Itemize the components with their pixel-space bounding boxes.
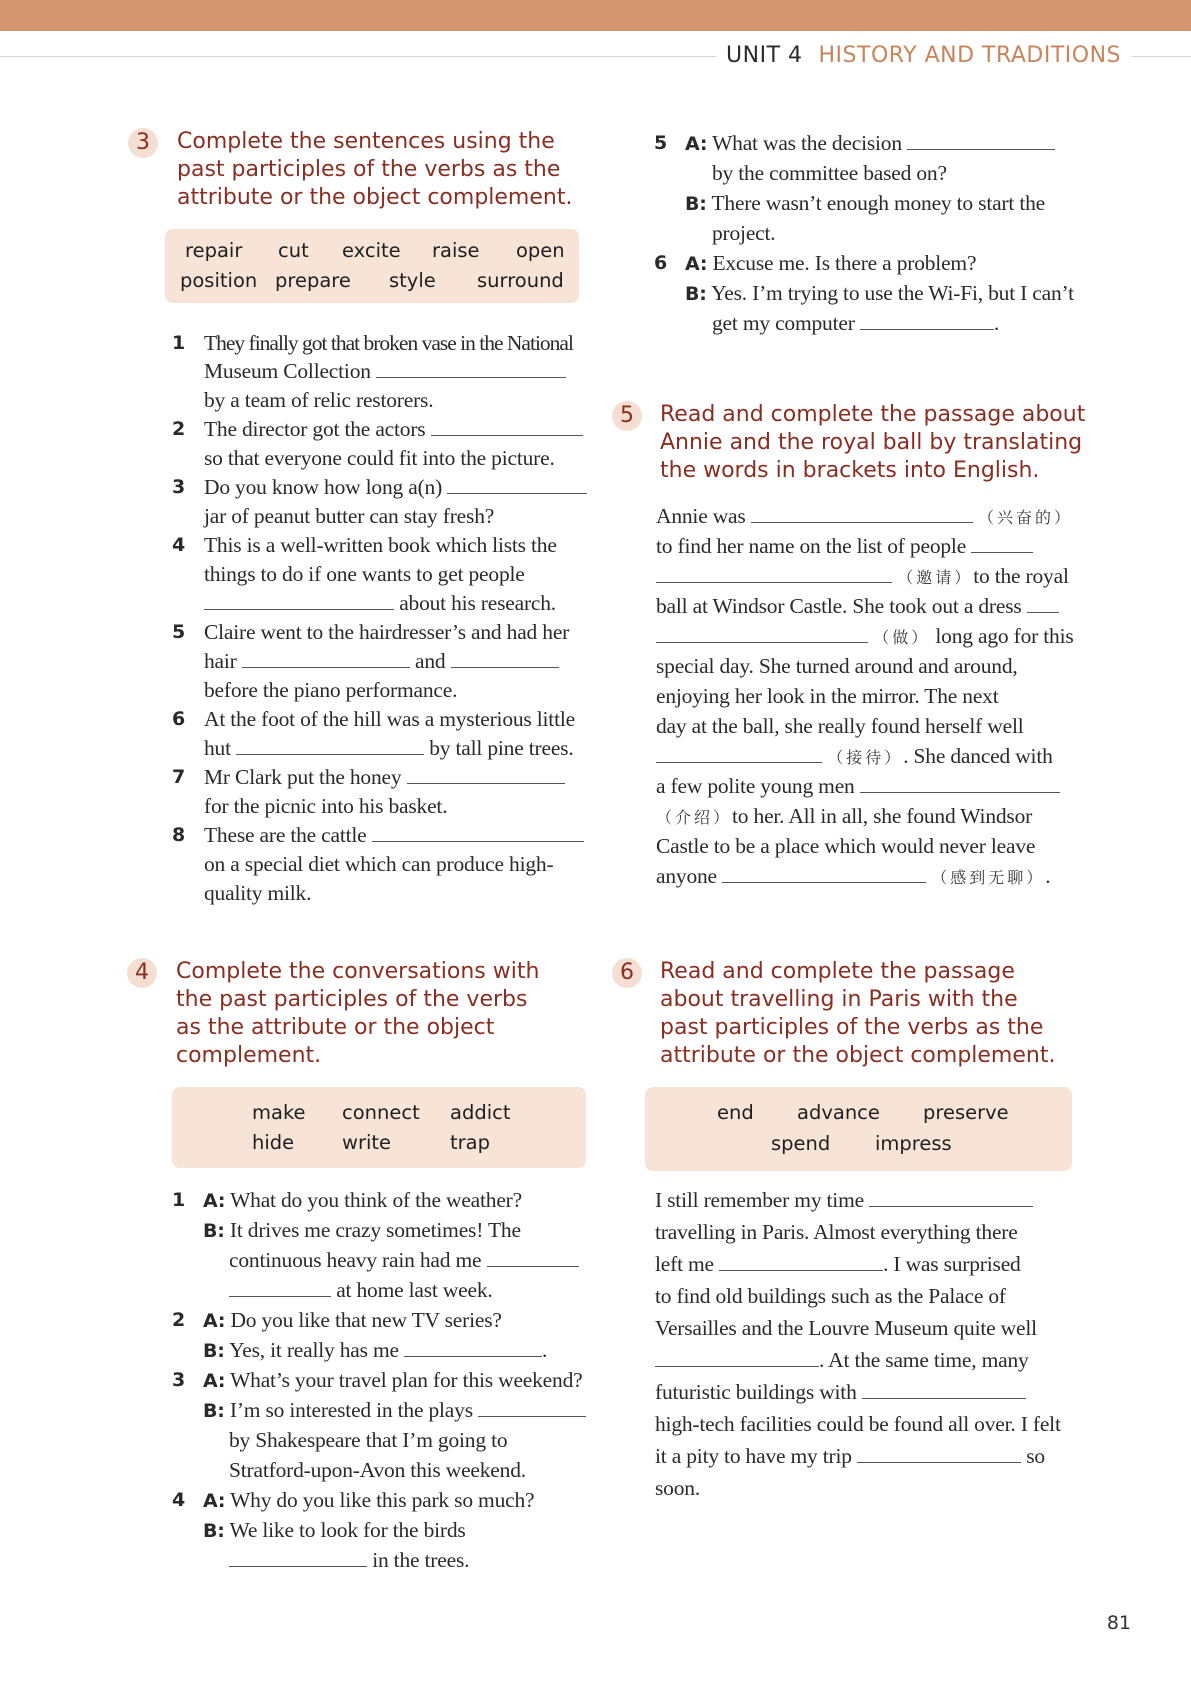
unit-header [716, 43, 1131, 71]
answer-blank[interactable] [229, 1277, 331, 1297]
passage-line [656, 862, 1050, 892]
passage-text: anyone [656, 864, 717, 888]
section-4-number: 4 [127, 958, 157, 988]
word-item: raise [432, 239, 480, 262]
answer-blank[interactable] [487, 1247, 579, 1267]
item-number: 6 [654, 252, 668, 274]
speaker-line [685, 249, 976, 278]
passage-text: ball at Windsor Castle. She took out a dress [656, 594, 1022, 618]
answer-blank[interactable] [478, 1397, 586, 1417]
answer-blank[interactable] [242, 648, 410, 668]
section-3-title [177, 128, 572, 212]
passage-line [656, 502, 1073, 532]
passage-text: to find her name on the list of people [656, 534, 967, 558]
item-text: Claire went to the hairdresser’s and had her [204, 620, 570, 644]
answer-blank[interactable] [719, 1251, 883, 1271]
item-text-part: Excuse me. Is there a problem? [712, 251, 977, 275]
item-number: 2 [172, 1309, 186, 1331]
item-text: by the committee based on? [712, 161, 947, 185]
title-line: the past participles of the verbs [176, 987, 528, 1012]
speaker-b: B: [203, 1340, 225, 1362]
speaker-a: A: [685, 253, 708, 275]
item-number: 1 [172, 1189, 186, 1211]
chinese-hint: （邀请） [897, 568, 974, 587]
word-item: impress [875, 1132, 952, 1155]
word-item: end [717, 1101, 754, 1124]
speaker-b: B: [203, 1520, 225, 1542]
word-item: position [180, 269, 258, 292]
item-number: 3 [172, 476, 186, 498]
item-text: At the foot of the hill was a mysterious little [204, 707, 575, 731]
passage-text: I still remember my time [655, 1188, 864, 1212]
item-text [229, 1246, 579, 1274]
passage-line [655, 1346, 1029, 1374]
item-text-part: The director got the actors [204, 417, 426, 441]
item-text: project. [712, 221, 776, 245]
item-text-part: What was the decision [712, 131, 902, 155]
passage-text: . I was surprised [883, 1252, 1021, 1276]
item-text: Stratford-upon-Avon this weekend. [229, 1458, 526, 1482]
title-line: attribute or the object complement. [660, 1043, 1056, 1068]
item-number: 1 [172, 332, 186, 354]
word-item: hide [252, 1131, 295, 1154]
speaker-b: B: [203, 1220, 225, 1242]
item-text [229, 1546, 469, 1574]
item-text-part: in the trees. [372, 1548, 470, 1572]
unit-title: HISTORY AND TRADITIONS [818, 43, 1121, 68]
passage-text: to the royal [973, 564, 1069, 588]
answer-blank[interactable] [860, 310, 994, 330]
passage-text: left me [655, 1252, 714, 1276]
answer-blank[interactable] [1027, 593, 1059, 613]
word-item: excite [342, 239, 401, 262]
passage-text: . At the same time, many [819, 1348, 1029, 1372]
title-line: the words in brackets into English. [660, 458, 1040, 483]
item-text-part: hut [204, 736, 231, 760]
answer-blank[interactable] [751, 503, 973, 523]
item-text-part: There wasn’t enough money to start the [711, 191, 1046, 215]
title-line: attribute or the object complement. [177, 185, 573, 210]
title-line: Annie and the royal ball by translating [660, 430, 1083, 455]
answer-blank[interactable] [376, 358, 566, 378]
item-text: on a special diet which can produce high- [204, 852, 554, 876]
unit-label: UNIT 4 [726, 43, 803, 68]
section-4-title [176, 958, 539, 1070]
item-text [204, 473, 587, 501]
item-text: before the piano performance. [204, 678, 458, 702]
word-item: advance [797, 1101, 880, 1124]
item-text [204, 589, 556, 617]
speaker-a: A: [203, 1310, 226, 1332]
item-text-part: by tall pine trees. [429, 736, 574, 760]
passage-line [656, 562, 1069, 592]
section-5-title [660, 401, 1085, 485]
item-text [204, 647, 559, 675]
speaker-line [685, 129, 1055, 158]
section-6-word-bank [645, 1087, 1072, 1171]
item-text-part: continuous heavy rain had me [229, 1248, 482, 1272]
passage-line: soon. [655, 1476, 700, 1500]
speaker-line [203, 1516, 466, 1545]
answer-blank[interactable] [447, 474, 587, 494]
section-6-title [660, 958, 1055, 1070]
speaker-line [203, 1216, 521, 1245]
passage-line [655, 1442, 1045, 1470]
speaker-line [203, 1396, 586, 1425]
item-text-part: and [415, 649, 446, 673]
word-item: repair [185, 239, 243, 262]
item-text-part: We like to look for the birds [229, 1518, 466, 1542]
word-item: spend [771, 1132, 831, 1155]
title-line: as the attribute or the object [176, 1015, 495, 1040]
item-text-part: Museum Collection [204, 359, 371, 383]
word-item: prepare [275, 269, 351, 292]
item-text: by Shakespeare that I’m going to [229, 1428, 508, 1452]
chinese-hint: （接待） [827, 748, 904, 767]
title-line: past participles of the verbs as the [660, 1015, 1044, 1040]
item-text: jar of peanut butter can stay fresh? [204, 504, 495, 528]
item-text-part: These are the cattle [204, 823, 367, 847]
item-number: 6 [172, 708, 186, 730]
answer-blank[interactable] [404, 1337, 542, 1357]
section-4-word-bank [172, 1087, 586, 1168]
answer-blank[interactable] [971, 533, 1033, 553]
answer-blank[interactable] [372, 822, 584, 842]
answer-blank[interactable] [431, 416, 583, 436]
title-line: Read and complete the passage about [660, 402, 1086, 427]
speaker-line [685, 279, 1074, 308]
item-number: 5 [172, 621, 186, 643]
title-line: Complete the conversations with [176, 959, 540, 984]
item-text-part: What’s your travel plan for this weekend? [230, 1368, 583, 1392]
answer-blank[interactable] [869, 1187, 1033, 1207]
item-text: for the picnic into his basket. [204, 794, 448, 818]
title-line: past participles of the verbs as the [177, 157, 561, 182]
answer-blank[interactable] [655, 1347, 819, 1367]
answer-blank[interactable] [907, 130, 1055, 150]
word-item: addict [450, 1101, 511, 1124]
item-text [712, 309, 999, 337]
passage-line: high-tech facilities could be found all over. I felt [655, 1412, 1061, 1436]
passage-line: enjoying her look in the mirror. The next [656, 684, 999, 708]
item-text: They finally got that broken vase in the National [204, 331, 573, 355]
speaker-b: B: [685, 283, 707, 305]
item-text-part: . [993, 311, 1000, 335]
item-text-part: at home last week. [336, 1278, 493, 1302]
item-number: 7 [172, 766, 186, 788]
item-text [204, 734, 574, 762]
passage-line: day at the ball, she really found herself well [656, 714, 1024, 738]
item-text: things to do if one wants to get people [204, 562, 525, 586]
page-number: 81 [1106, 1612, 1131, 1634]
answer-blank[interactable] [722, 863, 926, 883]
chinese-hint: （介绍） [656, 808, 733, 827]
passage-line [655, 1186, 1033, 1214]
answer-blank[interactable] [407, 764, 565, 784]
item-text-part: What do you think of the weather? [230, 1188, 522, 1212]
item-number: 3 [172, 1369, 186, 1391]
item-text-part: Mr Clark put the honey [204, 765, 402, 789]
item-number: 2 [172, 418, 186, 440]
item-text: This is a well-written book which lists the [204, 533, 557, 557]
speaker-line [203, 1306, 502, 1335]
chinese-hint: （做） [873, 628, 931, 647]
passage-line: Versailles and the Louvre Museum quite well [655, 1316, 1037, 1340]
passage-text: Annie was [656, 504, 746, 528]
item-number: 4 [172, 534, 186, 556]
passage-text: . She danced with [903, 744, 1053, 768]
speaker-b: B: [685, 193, 707, 215]
item-text-part: Yes, it really has me [229, 1338, 399, 1362]
speaker-line [685, 189, 1045, 218]
item-number: 4 [172, 1489, 186, 1511]
answer-blank[interactable] [236, 735, 424, 755]
passage-line [656, 772, 1060, 800]
section-5-number: 5 [612, 401, 642, 431]
item-text: so that everyone could fit into the picture. [204, 446, 555, 470]
title-line: Read and complete the passage [660, 959, 1015, 984]
item-text: by a team of relic restorers. [204, 388, 434, 412]
item-text-part: Do you know how long a(n) [204, 475, 443, 499]
item-text-part: get my computer [712, 311, 855, 335]
speaker-a: A: [685, 133, 708, 155]
passage-line [655, 1378, 1026, 1406]
section-3-number: 3 [128, 128, 158, 158]
word-item: open [516, 239, 565, 262]
passage-line: travelling in Paris. Almost everything there [655, 1220, 1018, 1244]
answer-blank[interactable] [656, 623, 868, 643]
item-number: 8 [172, 824, 186, 846]
passage-text: . [1045, 864, 1051, 888]
word-item: make [252, 1101, 306, 1124]
passage-text: futuristic buildings with [655, 1380, 857, 1404]
item-text-part: It drives me crazy sometimes! The [229, 1218, 521, 1242]
item-text [204, 821, 584, 849]
passage-line [656, 802, 1032, 832]
word-item: trap [450, 1131, 490, 1154]
speaker-line [203, 1186, 522, 1215]
word-item: preserve [923, 1101, 1009, 1124]
item-text-part: Why do you like this park so much? [230, 1488, 535, 1512]
passage-text: long ago for this [935, 624, 1074, 648]
word-item: surround [477, 269, 564, 292]
title-line: Complete the sentences using the [177, 129, 555, 154]
speaker-b: B: [203, 1400, 225, 1422]
title-line: complement. [176, 1043, 322, 1068]
passage-line [655, 1250, 1021, 1278]
item-text [204, 415, 583, 443]
item-text-part: Do you like that new TV series? [230, 1308, 502, 1332]
answer-blank[interactable] [451, 648, 559, 668]
word-item: cut [278, 239, 309, 262]
item-text [204, 357, 566, 385]
title-line: about travelling in Paris with the [660, 987, 1018, 1012]
item-text-part: Yes. I’m trying to use the Wi-Fi, but I can’t [711, 281, 1074, 305]
answer-blank[interactable] [656, 563, 892, 583]
item-text-part: I’m so interested in the plays [229, 1398, 473, 1422]
chinese-hint: （感到无聊） [931, 868, 1046, 887]
passage-line [656, 622, 1074, 652]
passage-line: to find old buildings such as the Palace of [655, 1284, 1006, 1308]
chinese-hint: （兴奋的） [977, 508, 1073, 527]
item-number: 5 [654, 132, 668, 154]
section-3-word-bank [165, 229, 579, 303]
item-text-part: hair [204, 649, 237, 673]
speaker-a: A: [203, 1490, 226, 1512]
passage-line: Castle to be a place which would never leave [656, 834, 1036, 858]
passage-line [656, 742, 1053, 772]
section-6-number: 6 [612, 958, 642, 988]
answer-blank[interactable] [860, 773, 1060, 793]
speaker-a: A: [203, 1370, 226, 1392]
answer-blank[interactable] [204, 590, 394, 610]
item-text-part: about his research. [399, 591, 556, 615]
item-text [204, 763, 565, 791]
word-item: write [342, 1131, 392, 1154]
answer-blank[interactable] [862, 1379, 1026, 1399]
item-text: quality milk. [204, 881, 312, 905]
speaker-line [203, 1486, 534, 1515]
item-text-part: . [542, 1338, 548, 1362]
passage-text: a few polite young men [656, 774, 855, 798]
top-color-bar [0, 0, 1191, 31]
speaker-line [203, 1366, 582, 1395]
answer-blank[interactable] [229, 1547, 367, 1567]
passage-text: to her. All in all, she found Windsor [732, 804, 1033, 828]
item-text [229, 1276, 493, 1304]
speaker-line [203, 1336, 547, 1365]
answer-blank[interactable] [857, 1443, 1021, 1463]
passage-text: so [1026, 1444, 1045, 1468]
passage-line [656, 592, 1059, 620]
passage-line [656, 532, 1033, 560]
answer-blank[interactable] [656, 743, 822, 763]
passage-text: it a pity to have my trip [655, 1444, 852, 1468]
speaker-a: A: [203, 1190, 226, 1212]
passage-line: special day. She turned around and around, [656, 654, 1018, 678]
word-item: connect [342, 1101, 420, 1124]
word-item: style [389, 269, 436, 292]
